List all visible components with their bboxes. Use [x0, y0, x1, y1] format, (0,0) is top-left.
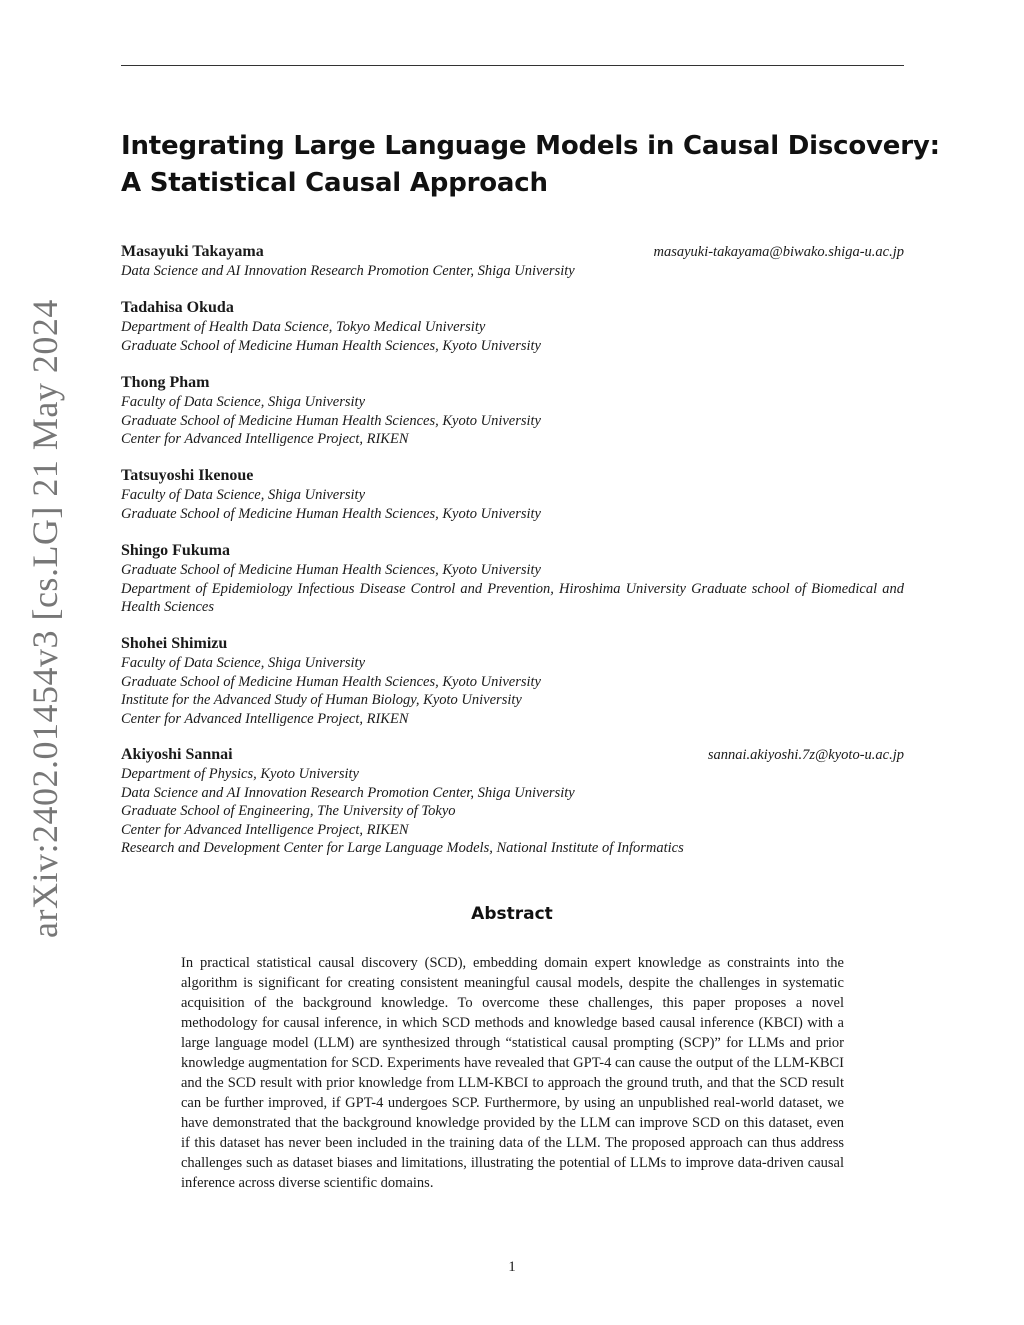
author-affiliation: Research and Development Center for Large Language Models, National Institute of Informatics [121, 840, 684, 856]
author-affiliation: Graduate School of Medicine Human Health Sciences, Kyoto University [121, 673, 541, 690]
top-rule [121, 65, 904, 66]
author-affiliation: Center for Advanced Intelligence Project, RIKEN [121, 821, 409, 838]
author-affiliation: Department of Epidemiology Infectious Disease Control and Prevention, Hiroshima University Graduate school of Biomedical and Health Sciences [121, 580, 904, 615]
author-name: Shingo Fukuma [121, 542, 230, 559]
author-affiliation: Faculty of Data Science, Shiga University [121, 655, 366, 671]
author-affiliation: Graduate School of Medicine Human Health Sciences, Kyoto University [121, 412, 541, 429]
author-block [121, 541, 904, 634]
author-name: Tadahisa Okuda [121, 299, 234, 316]
author-name: Tatsuyoshi Ikenoue [121, 467, 254, 484]
author-affiliation: Department of Physics, Kyoto University [121, 766, 359, 782]
author-email: sannai.akiyoshi.7z@kyoto-u.ac.jp [707, 747, 904, 763]
author-affiliation: Institute for the Advanced Study of Human Biology, Kyoto University [121, 692, 522, 708]
author-affiliation: Graduate School of Medicine Human Health Sciences, Kyoto University [121, 505, 541, 522]
author-name: Akiyoshi Sannai [121, 746, 233, 763]
abstract-text: In practical statistical causal discovery (SCD), embedding domain expert knowledge as constraints into the algorithm is significant for creating consistent meaningful causal models, despite the challenges in systematic acquisition of the background knowledge. To overcome these challenges, this paper proposes a novel methodology for causal inference, in which SCD methods and knowledge based causal inference (KBCI) with a large language model (LLM) are synthesized through “statistical causal prompting (SCP)” for LLMs and prior knowledge augmentation for SCD. Experiments have revealed that GPT-4 can cause the output of the LLM-KBCI and the SCD result with prior knowledge from LLM-KBCI to approach the ground truth, and that the SCD result can be further improved, if GPT-4 undergoes SCP. Furthermore, by using an unpublished real-world dataset, we have demonstrated that the background knowledge provided by the LLM can improve SCD on this dataset, even if this dataset has never been included in the training data of the LLM. The proposed approach can thus address challenges such as dataset biases and limitations, illustrating the potential of LLMs to improve data-driven causal inference across diverse scientific domains. [181, 955, 844, 1191]
author-affiliation: Center for Advanced Intelligence Project, RIKEN [121, 710, 409, 727]
author-affiliation: Graduate School of Medicine Human Health Sciences, Kyoto University [121, 562, 541, 578]
author-affiliation: Faculty of Data Science, Shiga University [121, 394, 366, 410]
paper-title-line-1: Integrating Large Language Models in Causal Discovery: [121, 131, 940, 161]
author-list [121, 242, 904, 858]
abstract-heading: Abstract [471, 904, 553, 924]
author-name: Shohei Shimizu [121, 635, 228, 652]
author-block [121, 373, 904, 466]
author-affiliation: Faculty of Data Science, Shiga University [121, 487, 366, 503]
author-affiliation: Department of Health Data Science, Tokyo Medical University [121, 319, 486, 335]
page-number: 1 [508, 1259, 516, 1275]
author-email: masayuki-takayama@biwako.shiga-u.ac.jp [653, 244, 904, 260]
author-affiliation: Data Science and AI Innovation Research Promotion Center, Shiga University [121, 784, 575, 801]
author-block [121, 242, 904, 298]
paper-title-line-2: A Statistical Causal Approach [121, 168, 548, 198]
author-block [121, 466, 904, 541]
author-affiliation: Graduate School of Engineering, The University of Tokyo [121, 803, 456, 819]
author-name: Masayuki Takayama [121, 243, 264, 260]
author-affiliation: Data Science and AI Innovation Research Promotion Center, Shiga University [121, 263, 575, 279]
author-block [121, 298, 904, 373]
author-block [121, 634, 904, 745]
author-affiliation: Graduate School of Medicine Human Health Sciences, Kyoto University [121, 337, 541, 354]
author-affiliation: Center for Advanced Intelligence Project, RIKEN [121, 431, 409, 447]
paper-title [121, 128, 940, 202]
author-block [121, 745, 904, 858]
arxiv-identifier: arXiv:2402.01454v3 [cs.LG] 21 May 2024 [25, 299, 65, 938]
author-name: Thong Pham [121, 374, 210, 391]
